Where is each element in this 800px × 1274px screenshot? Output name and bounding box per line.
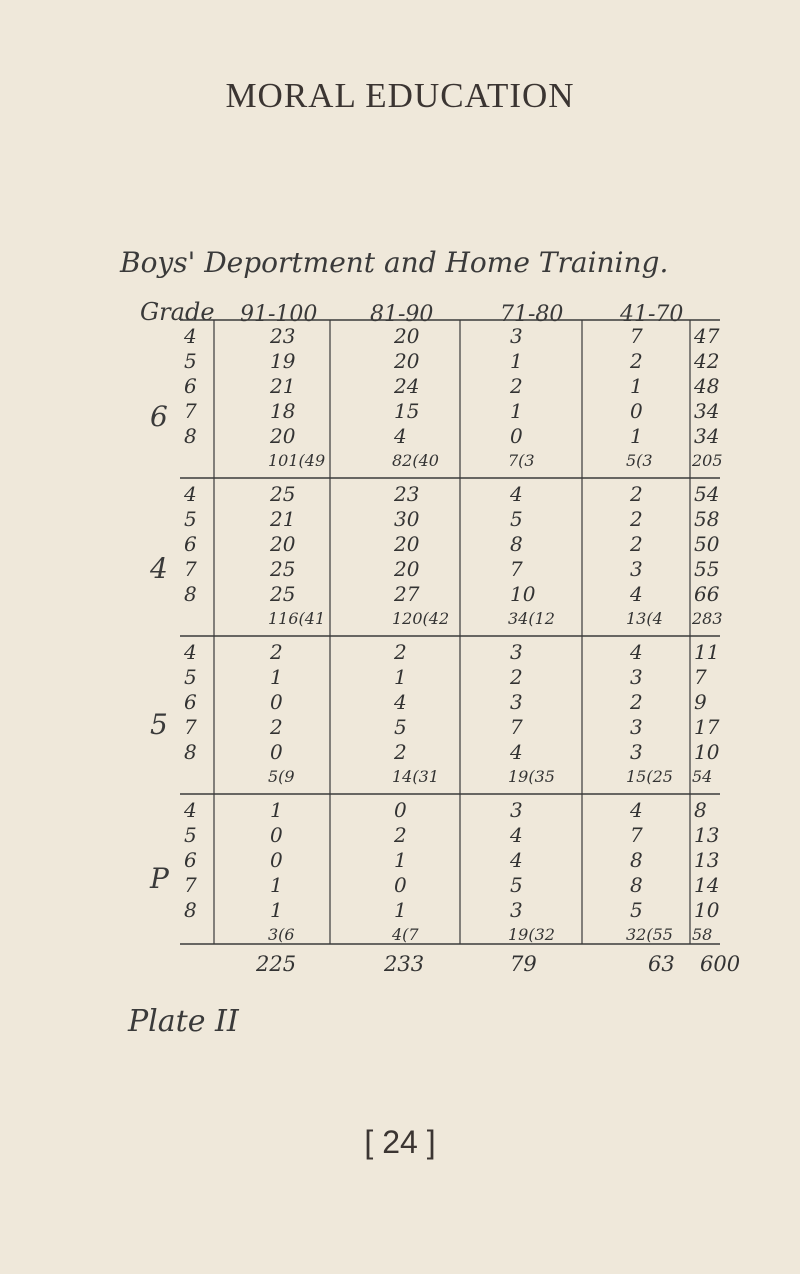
handwritten-heading: Boys' Deportment and Home Training. (120, 246, 669, 279)
tally-count: 2 (630, 507, 643, 531)
class-label-4: P (150, 862, 169, 895)
tally-count: 7 (694, 665, 707, 689)
tally-count: 3 (630, 665, 643, 689)
class-label-2: 4 (150, 552, 168, 585)
tally-count: 0 (270, 823, 283, 847)
block-subtotal: 283 (692, 609, 723, 628)
tally-count: 50 (694, 532, 720, 556)
tally-count: 3 (630, 715, 643, 739)
block-subtotal: 34(12 (508, 609, 555, 628)
tally-table (180, 312, 723, 950)
tally-count: 21 (270, 507, 296, 531)
band-2: 81-90 (370, 302, 434, 327)
tally-count: 0 (630, 399, 643, 423)
tally-count: 20 (270, 532, 296, 556)
tally-count: 1 (510, 349, 523, 373)
block-subtotal: 101(49 (268, 451, 326, 470)
tally-count: 23 (394, 482, 420, 506)
tally-count: 13 (694, 823, 720, 847)
block-subtotal: 116(41 (268, 609, 326, 628)
footer-total-4: 63 (648, 952, 675, 976)
tally-count: 1 (394, 898, 407, 922)
tally-count: 1 (270, 798, 283, 822)
tally-count: 0 (510, 424, 523, 448)
grade-number: 6 (184, 374, 197, 398)
tally-count: 7 (630, 823, 643, 847)
tally-count: 2 (510, 665, 523, 689)
tally-count: 9 (694, 690, 707, 714)
tally-count: 1 (394, 848, 407, 872)
tally-count: 1 (394, 665, 407, 689)
tally-count: 34 (694, 424, 720, 448)
tally-count: 2 (270, 640, 283, 664)
tally-count: 55 (694, 557, 720, 581)
tally-count: 7 (630, 324, 643, 348)
grade-number: 4 (184, 798, 197, 822)
block-subtotal: 19(35 (508, 767, 555, 786)
tally-count: 27 (394, 582, 420, 606)
tally-count: 20 (394, 349, 420, 373)
tally-count: 42 (694, 349, 720, 373)
block-subtotal: 5(9 (268, 767, 295, 786)
tally-count: 15 (394, 399, 420, 423)
tally-count: 2 (630, 532, 643, 556)
tally-count: 8 (630, 873, 643, 897)
tally-count: 0 (394, 873, 407, 897)
tally-count: 0 (270, 740, 283, 764)
footer-total-1: 225 (256, 952, 297, 976)
tally-count: 25 (270, 557, 296, 581)
tally-count: 2 (630, 690, 643, 714)
block-subtotal: 120(42 (392, 609, 450, 628)
tally-count: 17 (694, 715, 720, 739)
tally-count: 5 (510, 873, 523, 897)
tally-count: 30 (394, 507, 420, 531)
band-3: 71-80 (500, 302, 564, 327)
tally-count: 13 (694, 848, 720, 872)
tally-count: 54 (694, 482, 720, 506)
class-label-1: 6 (150, 400, 168, 433)
grade-number: 8 (184, 740, 197, 764)
tally-count: 19 (270, 349, 296, 373)
footer-grand-total: 600 (700, 952, 741, 976)
tally-count: 4 (510, 740, 523, 764)
tally-count: 8 (694, 798, 707, 822)
tally-count: 4 (510, 848, 523, 872)
grade-number: 7 (184, 399, 197, 423)
grade-number: 5 (184, 349, 197, 373)
band-4: 41-70 (620, 302, 684, 327)
grade-number: 8 (184, 582, 197, 606)
tally-count: 1 (630, 424, 643, 448)
block-subtotal: 58 (692, 925, 713, 944)
tally-count: 3 (510, 640, 523, 664)
grade-number: 5 (184, 665, 197, 689)
tally-count: 25 (270, 482, 296, 506)
tally-count: 1 (270, 873, 283, 897)
footer-total-2: 233 (384, 952, 425, 976)
tally-count: 11 (694, 640, 720, 664)
tally-count: 2 (630, 349, 643, 373)
grade-number: 6 (184, 532, 197, 556)
band-1: 91-100 (240, 302, 318, 327)
tally-count: 66 (694, 582, 720, 606)
block-subtotal: 19(32 (508, 925, 555, 944)
tally-count: 5 (394, 715, 407, 739)
grade-number: 4 (184, 482, 197, 506)
page-header: MORAL EDUCATION (225, 76, 575, 115)
tally-count: 3 (510, 324, 523, 348)
tally-count: 3 (630, 557, 643, 581)
grade-number: 6 (184, 848, 197, 872)
tally-count: 4 (394, 424, 407, 448)
tally-count: 2 (510, 374, 523, 398)
grade-number: 5 (184, 823, 197, 847)
tally-count: 1 (510, 399, 523, 423)
class-label-3: 5 (150, 708, 168, 741)
grade-number: 7 (184, 557, 197, 581)
tally-count: 2 (394, 740, 407, 764)
tally-count: 47 (694, 324, 720, 348)
plate-label: Plate II (128, 1004, 239, 1039)
grade-number: 8 (184, 898, 197, 922)
grade-number: 7 (184, 873, 197, 897)
tally-count: 10 (694, 740, 720, 764)
tally-count: 20 (394, 532, 420, 556)
tally-count: 2 (270, 715, 283, 739)
tally-count: 8 (510, 532, 523, 556)
block-subtotal: 32(55 (626, 925, 673, 944)
tally-count: 58 (694, 507, 720, 531)
tally-count: 3 (510, 898, 523, 922)
tally-count: 3 (510, 690, 523, 714)
grade-label: Grade (140, 298, 215, 326)
tally-count: 5 (630, 898, 643, 922)
tally-count: 1 (270, 665, 283, 689)
block-subtotal: 205 (692, 451, 723, 470)
tally-count: 5 (510, 507, 523, 531)
tally-count: 14 (694, 873, 720, 897)
tally-count: 4 (630, 582, 643, 606)
grade-number: 8 (184, 424, 197, 448)
tally-count: 25 (270, 582, 296, 606)
tally-count: 0 (270, 690, 283, 714)
tally-count: 4 (510, 823, 523, 847)
tally-count: 0 (394, 798, 407, 822)
tally-count: 2 (630, 482, 643, 506)
tally-count: 20 (394, 557, 420, 581)
tally-count: 48 (694, 374, 720, 398)
grade-number: 4 (184, 324, 197, 348)
block-subtotal: 5(3 (626, 451, 653, 470)
page-number: [ 24 ] (364, 1124, 436, 1160)
grade-number: 4 (184, 640, 197, 664)
block-subtotal: 82(40 (392, 451, 439, 470)
block-subtotal: 54 (692, 767, 713, 786)
tally-count: 21 (270, 374, 296, 398)
tally-count: 10 (510, 582, 536, 606)
tally-count: 8 (630, 848, 643, 872)
tally-count: 20 (270, 424, 296, 448)
tally-count: 4 (630, 798, 643, 822)
tally-count: 10 (694, 898, 720, 922)
block-subtotal: 7(3 (508, 451, 535, 470)
footer-total-3: 79 (510, 952, 537, 976)
tally-count: 24 (394, 374, 420, 398)
tally-count: 2 (394, 640, 407, 664)
tally-count: 4 (394, 690, 407, 714)
tally-count: 3 (510, 798, 523, 822)
block-subtotal: 14(31 (392, 767, 439, 786)
tally-count: 7 (510, 557, 523, 581)
tally-count: 4 (630, 640, 643, 664)
tally-count: 1 (270, 898, 283, 922)
grade-number: 6 (184, 690, 197, 714)
tally-count: 2 (394, 823, 407, 847)
block-subtotal: 4(7 (392, 925, 419, 944)
tally-count: 23 (270, 324, 296, 348)
grade-number: 7 (184, 715, 197, 739)
block-subtotal: 15(25 (626, 767, 673, 786)
tally-count: 0 (270, 848, 283, 872)
tally-count: 3 (630, 740, 643, 764)
tally-count: 4 (510, 482, 523, 506)
tally-count: 18 (270, 399, 296, 423)
grade-number: 5 (184, 507, 197, 531)
block-subtotal: 13(4 (626, 609, 663, 628)
block-subtotal: 3(6 (268, 925, 295, 944)
tally-count: 7 (510, 715, 523, 739)
tally-count: 1 (630, 374, 643, 398)
tally-count: 34 (694, 399, 720, 423)
tally-count: 20 (394, 324, 420, 348)
